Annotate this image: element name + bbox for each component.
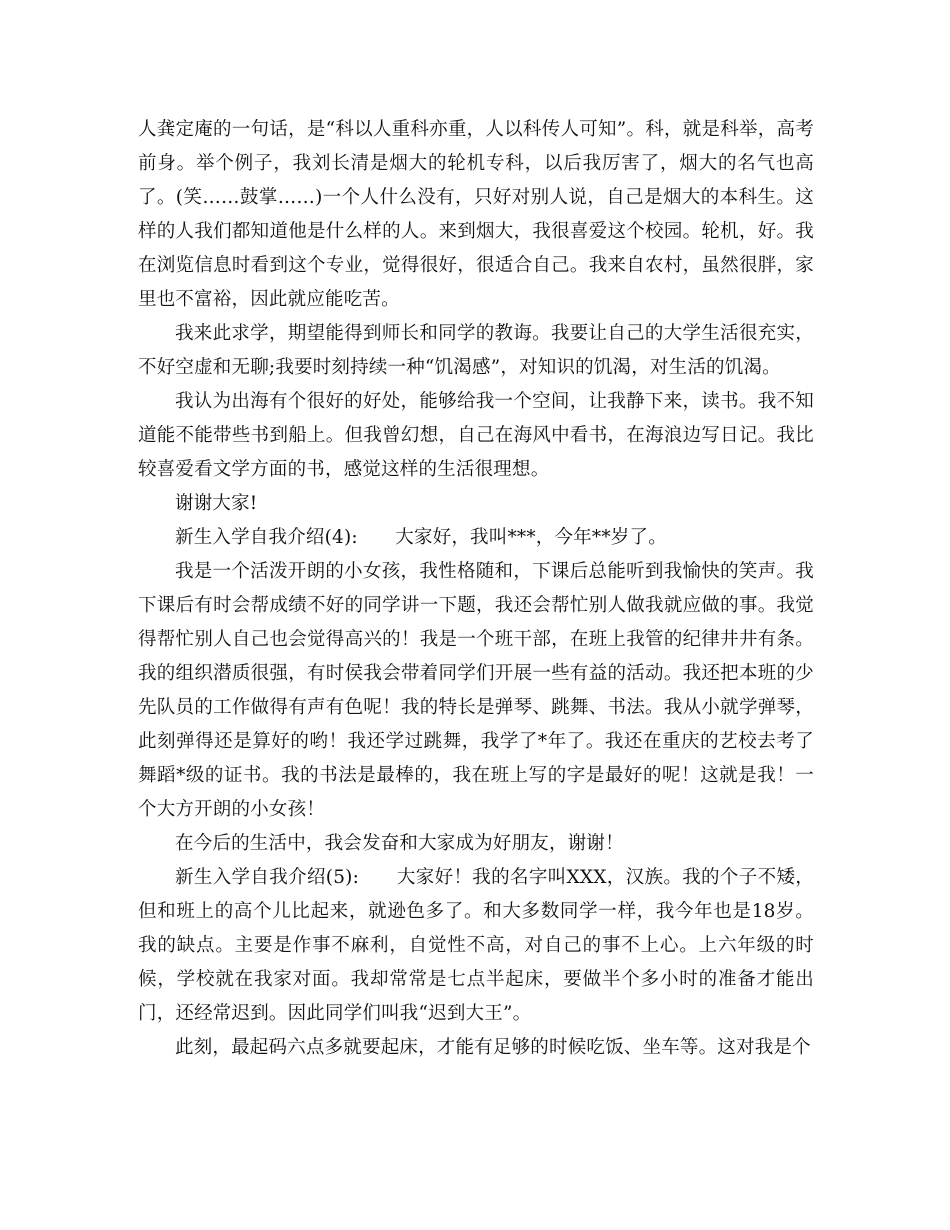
paragraph-2: 我来此求学，期望能得到师长和同学的教诲。我要让自己的大学生活很充实，不好空虚和无聊;我要时刻持续一种“饥渴感”，对知识的饥渴，对生活的饥渴。: [138, 323, 814, 378]
paragraph-9: 此刻，最起码六点多就要起床，才能有足够的时候吃饭、坐车等。这对我是个: [175, 1037, 811, 1058]
paragraph-5: 新生入学自我介绍(4): 大家好，我叫***，今年**岁了。: [175, 527, 667, 548]
paragraph-3: 我认为出海有个很好的好处，能够给我一个空间，让我静下来，读书。我不知道能不能带些书到船上。但我曾幻想，自己在海风中看书，在海浪边写日记。我比较喜爱看文学方面的书，感觉这样的生活很理想。: [138, 391, 814, 480]
document-page: [138, 113, 814, 1065]
paragraph-4: 谢谢大家!: [175, 493, 258, 514]
paragraph-6: 我是一个活泼开朗的小女孩，我性格随和，下课后总能听到我愉快的笑声。我下课后有时会帮成绩不好的同学讲一下题，我还会帮忙别人做我就应做的事。我觉得帮忙别人自己也会觉得高兴的！我是一个班干部，在班上我管的纪律井井有条。我的组织潜质很强，有时侯我会带着同学们开展一些有益的活动。我还把本班的少先队员的工作做得有声有色呢！我的特长是弹琴、跳舞、书法。我从小就学弹琴，此刻弹得还是算好的哟！我还学过跳舞，我学了*年了。我还在重庆的艺校去考了舞蹈*级的证书。我的书法是最棒的，我在班上写的字是最好的呢！这就是我！一个大方开朗的小女孩！: [138, 561, 814, 820]
paragraph-7: 在今后的生活中，我会发奋和大家成为好朋友，谢谢！: [175, 833, 624, 854]
paragraph-1: 人龚定庵的一句话，是“科以人重科亦重，人以科传人可知”。科，就是科举，高考前身。举个例子，我刘长清是烟大的轮机专科，以后我厉害了，烟大的名气也高了。(笑……鼓掌……)一个人什么没有，只好对别人说，自己是烟大的本科生。这样的人我们都知道他是什么样的人。来到烟大，我很喜爱这个校园。轮机，好。我在浏览信息时看到这个专业，觉得很好，很适合自己。我来自农村，虽然很胖，家里也不富裕，因此就应能吃苦。: [138, 119, 814, 310]
paragraph-8: 新生入学自我介绍(5): 大家好！我的名字叫XXX，汉族。我的个子不矮，但和班上的高个儿比起来，就逊色多了。和大多数同学一样，我今年也是18岁。我的缺点。主要是作事不麻利，自觉性不高，对自己的事不上心。上六年级的时候，学校就在我家对面。我却常常是七点半起床，要做半个多小时的准备才能出门，还经常迟到。因此同学们叫我“迟到大王”。: [138, 867, 814, 1024]
